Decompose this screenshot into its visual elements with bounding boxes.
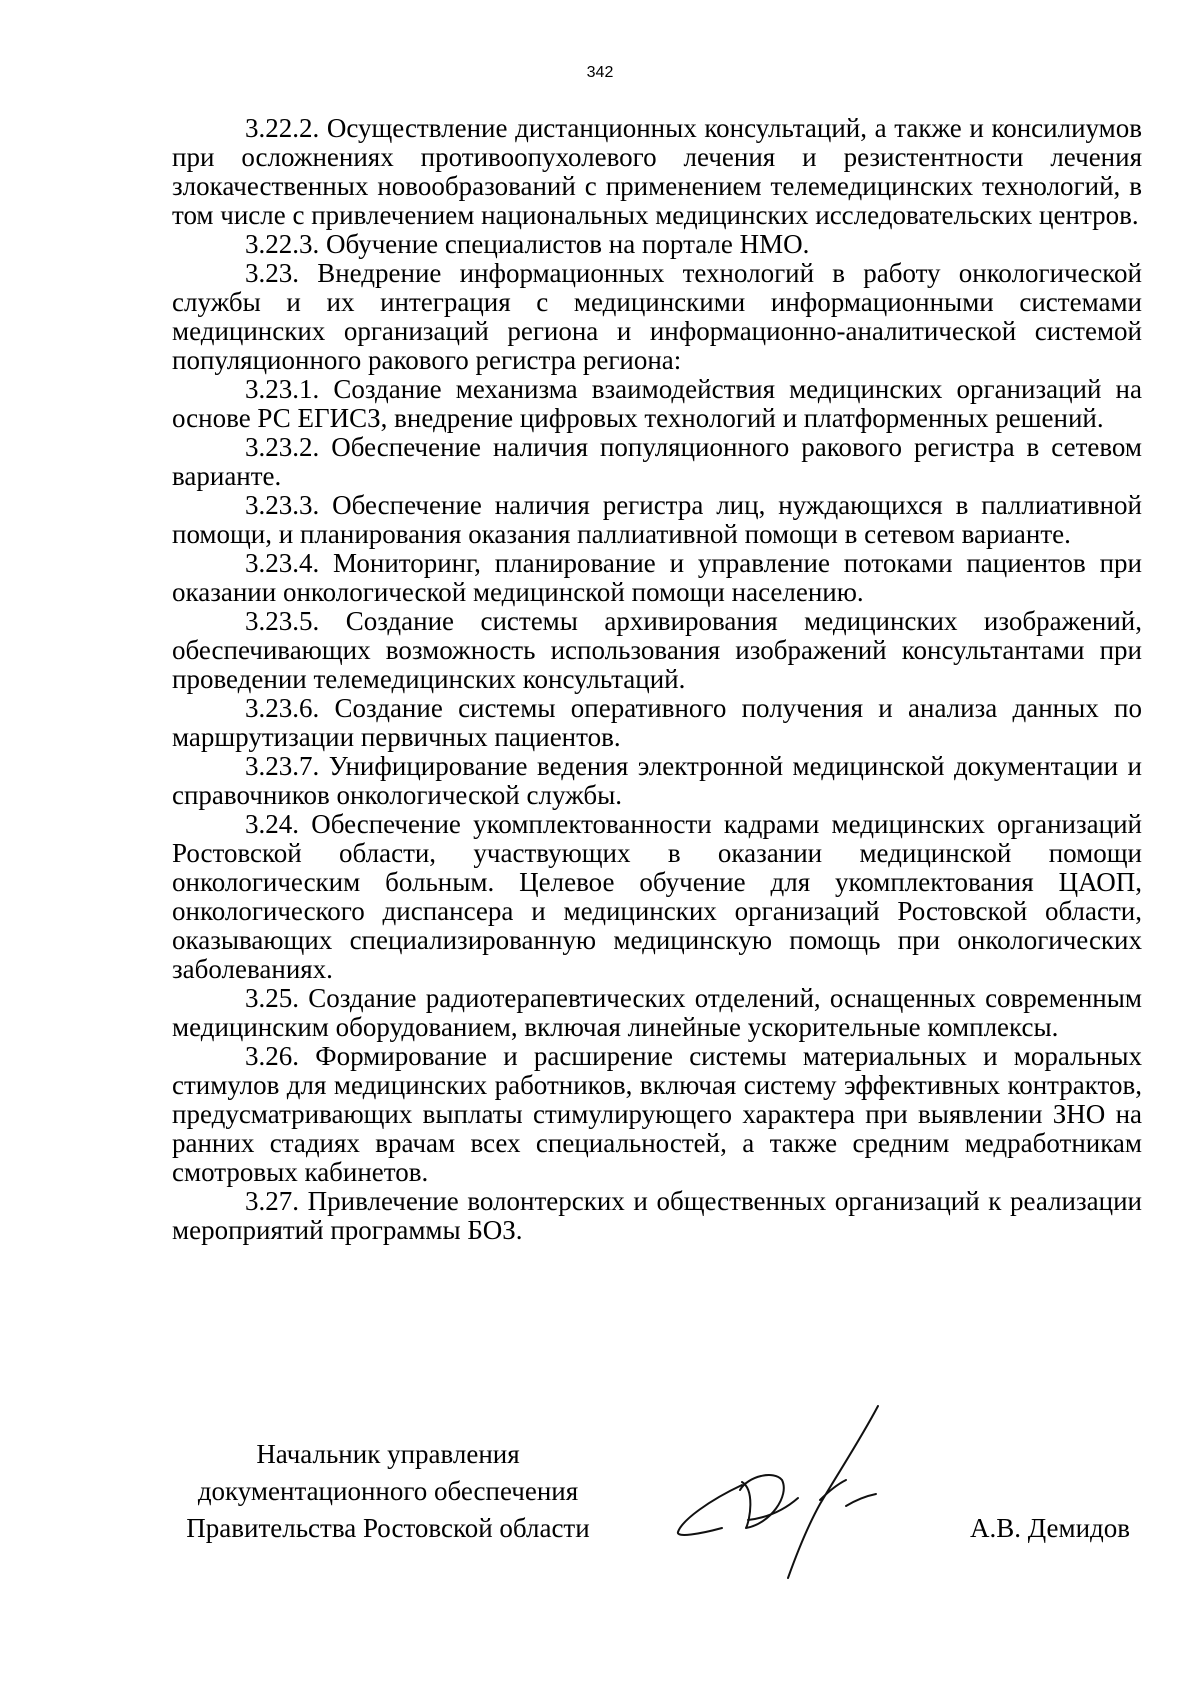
signatory-title-line: документационного обеспечения [197,1476,579,1506]
paragraph-3-22-3: 3.22.3. Обучение специалистов на портале НМО. [245,229,810,259]
paragraph-3-23: 3.23. Внедрение информационных технологий в работу онкологической службы и их интеграция с медицинскими информационными системами медицинских организаций региона и информационно-аналитической системой популяционного ракового регистра региона: [172,258,1142,375]
paragraph-3-27: 3.27. Привлечение волонтерских и общественных организаций к реализации мероприятий программы БОЗ. [172,1186,1142,1245]
signatory-title-line: Начальник управления [256,1439,520,1469]
paragraph-3-23-6: 3.23.6. Создание системы оперативного получения и анализа данных по маршрутизации первичных пациентов. [172,693,1142,752]
paragraph-3-26: 3.26. Формирование и расширение системы материальных и моральных стимулов для медицинских работников, включая систему эффективных контрактов, предусматривающих выплаты стимулирующего характера при выявлении ЗНО на ранних стадиях врачам всех специальностей, а также средним медработникам смотровых кабинетов. [172,1041,1142,1187]
paragraph-3-23-1: 3.23.1. Создание механизма взаимодействия медицинских организаций на основе РС ЕГИСЗ, внедрение цифровых технологий и платформенных решений. [172,374,1142,433]
signatory-name: А.В. Демидов [970,1513,1131,1543]
signatory-title-line: Правительства Ростовской области [186,1513,590,1543]
paragraph-3-22-2: 3.22.2. Осуществление дистанционных консультаций, а также и консилиумов при осложнениях противоопухолевого лечения и резистентности лечения злокачественных новообразований с применением телемедицинских технологий, в том числе с привлечением национальных медицинских исследовательских центров. [172,113,1142,230]
paragraph-3-24: 3.24. Обеспечение укомплектованности кадрами медицинских организаций Ростовской области, участвующих в оказании медицинской помощи онкологическим больным. Целевое обучение для укомплектования ЦАОП, онкологического диспансера и медицинских организаций Ростовской области, оказывающих специализированную медицинскую помощь при онкологических заболеваниях. [172,809,1142,984]
paragraph-3-23-3: 3.23.3. Обеспечение наличия регистра лиц, нуждающихся в паллиативной помощи, и планирования оказания паллиативной помощи в сетевом варианте. [172,490,1142,549]
handwritten-signature [670,1400,950,1580]
paragraph-3-23-2: 3.23.2. Обеспечение наличия популяционного ракового регистра в сетевом варианте. [172,432,1142,491]
paragraph-3-23-4: 3.23.4. Мониторинг, планирование и управление потоками пациентов при оказании онкологической медицинской помощи населению. [172,548,1142,607]
paragraph-3-25: 3.25. Создание радиотерапевтических отделений, оснащенных современным медицинским оборудованием, включая линейные ускорительные комплексы. [172,983,1142,1042]
paragraph-3-23-7: 3.23.7. Унифицирование ведения электронной медицинской документации и справочников онкологической службы. [172,751,1142,810]
signatory-title [168,1436,608,1547]
page-number: 342 [586,64,614,81]
document-body [172,114,1142,1245]
paragraph-3-23-5: 3.23.5. Создание системы архивирования медицинских изображений, обеспечивающих возможность использования изображений консультантами при проведении телемедицинских консультаций. [172,606,1142,694]
